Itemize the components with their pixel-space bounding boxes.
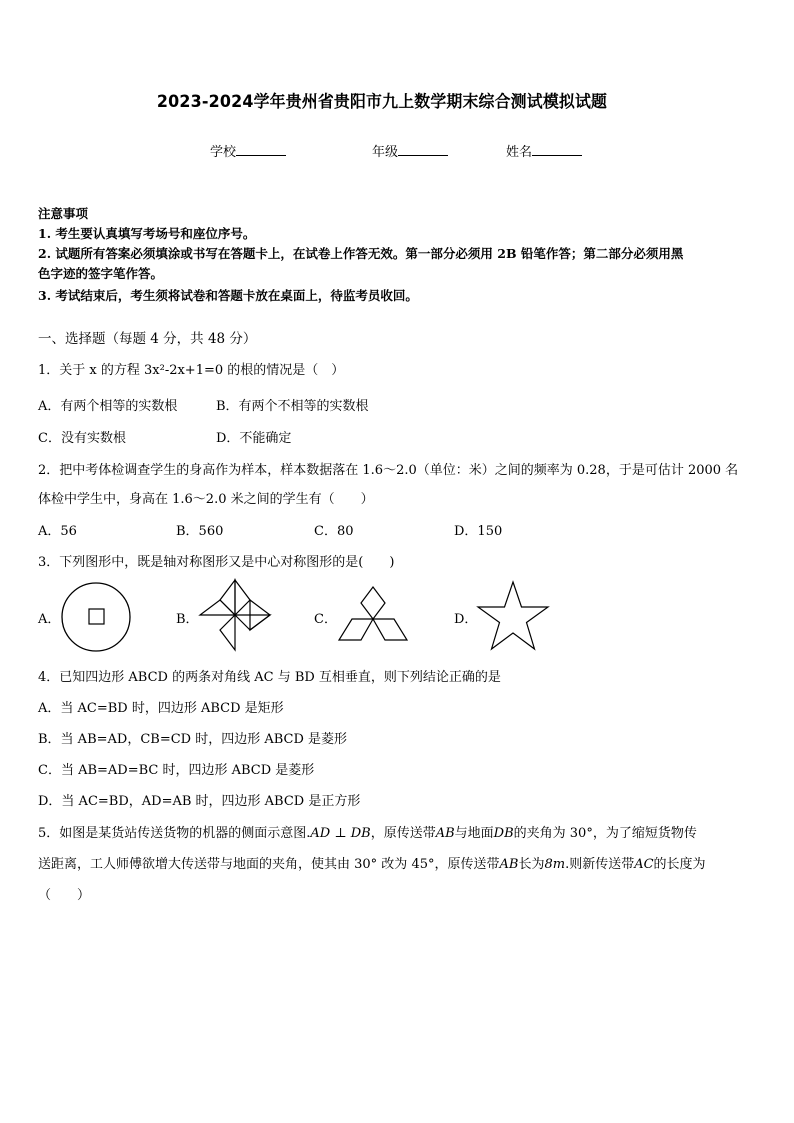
q2-stem-line2: 体检中学生中，身高在 1.6～2.0 米之间的学生有（ ） <box>38 492 374 507</box>
name-label: 姓名 <box>506 145 533 160</box>
section-heading: 一、选择题（每题 4 分，共 48 分） <box>38 331 257 347</box>
q5-math-ab-2: AB <box>499 857 519 872</box>
q5-line2 <box>38 853 706 872</box>
q5-line3: （ ） <box>38 888 91 903</box>
q2-option-b[interactable]: B．560 <box>176 524 224 539</box>
q5-text-2b: 长为 <box>518 857 545 872</box>
q3-figure-a <box>60 581 134 653</box>
school-label: 学校 <box>210 145 237 160</box>
q5-math-8m: 8m <box>544 857 566 872</box>
note-item-3: 3. 考试结束后，考生须将试卷和答题卡放在桌面上，待监考员收回。 <box>38 288 418 303</box>
note-item-2: 2. 试题所有答案必须填涂或书写在答题卡上，在试卷上作答无效。第一部分必须用 2B 铅笔作答；第二部分必须用黑 <box>38 246 684 261</box>
q1-option-b[interactable]: B．有两个不相等的实数根 <box>216 399 369 414</box>
q5-line1 <box>38 822 697 841</box>
q5-text-1d: 的夹角为 30°，为了缩短货物传 <box>513 826 697 841</box>
grade-blank[interactable] <box>398 143 448 156</box>
q3-stem: 3．下列图形中，既是轴对称图形又是中心对称图形的是( ) <box>38 555 395 570</box>
q4-stem: 4．已知四边形 ABCD 的两条对角线 AC 与 BD 互相垂直，则下列结论正确的是 <box>38 670 501 685</box>
q5-text-2d: 的长度为 <box>653 857 706 872</box>
notes-heading: 注意事项 <box>38 206 89 221</box>
school-field <box>210 141 286 160</box>
q4-option-b[interactable]: B．当 AB=AD，CB=CD 时，四边形 ABCD 是菱形 <box>38 732 348 747</box>
q1-option-a[interactable]: A．有两个相等的实数根 <box>38 399 178 414</box>
q3-option-d[interactable]: D． <box>454 612 478 627</box>
name-blank[interactable] <box>532 143 582 156</box>
school-blank[interactable] <box>236 143 286 156</box>
q5-text-1b: ，原传送带 <box>370 826 436 841</box>
q2-option-c[interactable]: C．80 <box>314 524 354 539</box>
q4-option-c[interactable]: C．当 AB=AD=BC 时，四边形 ABCD 是菱形 <box>38 763 315 778</box>
q3-figure-c <box>336 585 410 643</box>
note-item-1: 1. 考生要认真填写考场号和座位序号。 <box>38 226 256 241</box>
grade-label: 年级 <box>372 145 399 160</box>
q3-option-c[interactable]: C． <box>314 612 337 627</box>
q5-text-1a: 5．如图是某货站传送货物的机器的侧面示意图. <box>38 826 311 841</box>
q1-option-c[interactable]: C．没有实数根 <box>38 431 126 446</box>
q5-text-2a: 送距离，工人师傅欲增大传送带与地面的夹角，使其由 30° 改为 45°，原传送带 <box>38 857 500 872</box>
q3-option-b[interactable]: B． <box>176 612 199 627</box>
q2-stem-line1: 2．把中考体检调查学生的身高作为样本，样本数据落在 1.6～2.0（单位：米）之间的频率为 0.28，于是可估计 2000 名 <box>38 463 739 478</box>
q4-option-a[interactable]: A．当 AC=BD 时，四边形 ABCD 是矩形 <box>38 701 284 716</box>
q5-math-ac: AC <box>634 857 654 872</box>
q3-option-a[interactable]: A． <box>38 612 61 627</box>
q2-option-d[interactable]: D．150 <box>454 524 503 539</box>
q4-option-d[interactable]: D．当 AC=BD，AD=AB 时，四边形 ABCD 是正方形 <box>38 794 361 809</box>
q5-text-2c: .则新传送带 <box>565 857 635 872</box>
q5-text-1c: 与地面 <box>454 826 494 841</box>
q3-figure-d <box>476 580 550 652</box>
note-item-2-cont: 色字迹的签字笔作答。 <box>38 266 164 281</box>
q5-math-db: DB <box>493 826 514 841</box>
q3-figure-b <box>198 578 272 652</box>
grade-field <box>372 141 448 160</box>
q1-stem: 1．关于 x 的方程 3x²-2x+1=0 的根的情况是（ ） <box>38 363 345 378</box>
q2-option-a[interactable]: A．56 <box>38 524 77 539</box>
name-field <box>506 141 582 160</box>
q5-math-ad-perp-db: AD ⊥ DB <box>310 826 371 841</box>
q1-option-d[interactable]: D．不能确定 <box>216 431 292 446</box>
q5-math-ab: AB <box>435 826 455 841</box>
page-title: 2023-2024学年贵州省贵阳市九上数学期末综合测试模拟试题 <box>156 92 608 111</box>
